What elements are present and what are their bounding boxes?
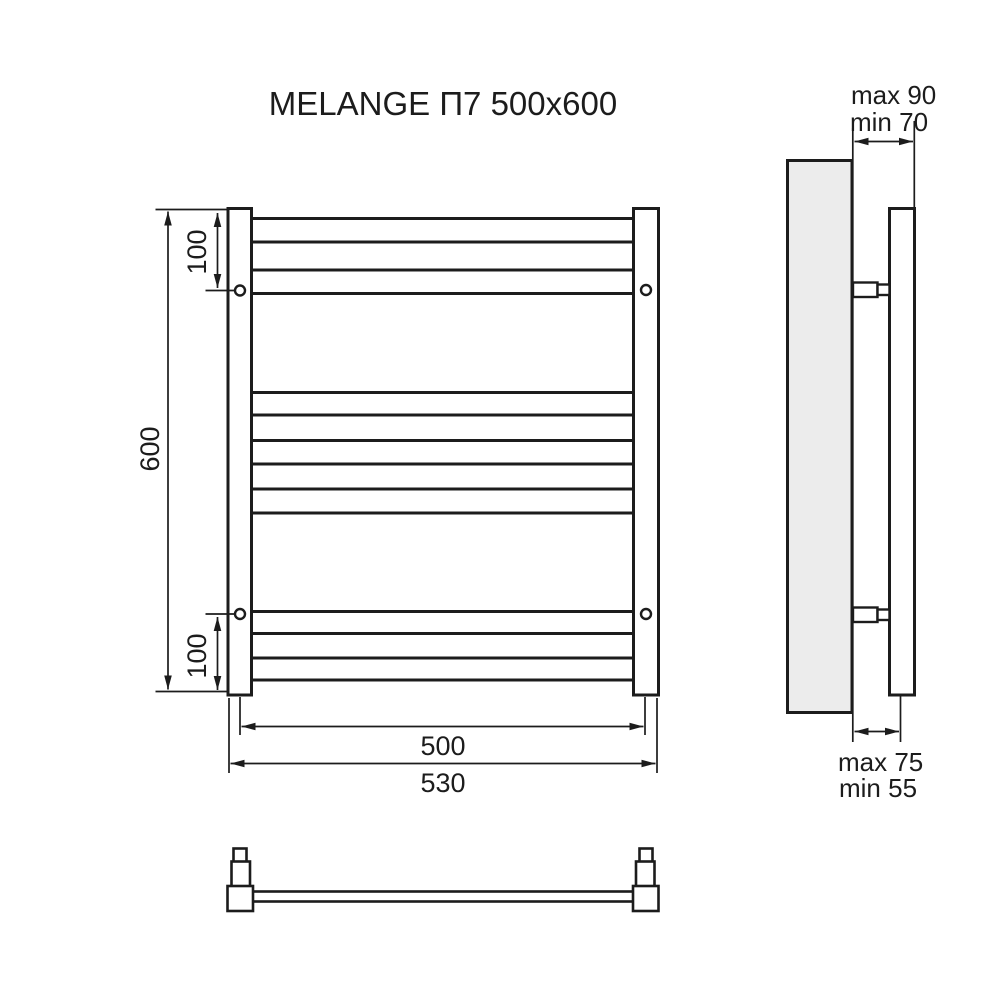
right-end-fitting [633,849,659,912]
rung-7 [251,658,636,680]
bottom-view [228,849,659,912]
bracket-body [853,608,878,623]
label-min-70: min 70 [850,107,929,137]
dimension-label-600: 600 [135,426,165,472]
dimension-label-530: 530 [420,768,466,798]
mounting-hole-bottom-left [235,609,245,619]
fitting-neck [232,862,251,887]
bracket-top [853,283,890,298]
dimension-height-600 [135,210,227,692]
mounting-hole-bottom-right [641,609,651,619]
dimension-label-500: 500 [420,731,466,761]
drawing-title: MELANGE П7 500x600 [268,85,618,122]
rung-2 [251,270,636,294]
dimension-label-100-top: 100 [182,229,212,275]
label-max-90: max 90 [851,80,937,110]
bottom-tube [252,892,634,902]
wall-section [788,161,853,713]
rung-4 [251,441,636,465]
bracket-nut [878,610,890,621]
side-view [788,80,937,803]
dimension-width-500 [240,697,645,761]
bracket-nut [878,285,890,296]
bracket-bottom [853,608,890,623]
fitting-base [228,886,254,911]
bracket-body [853,283,878,298]
right-post [634,209,659,696]
label-max-75: max 75 [838,747,924,777]
fitting-neck [636,862,655,887]
left-post [228,209,252,696]
rung-5 [251,489,636,513]
label-min-55: min 55 [839,773,918,803]
front-view [228,209,659,696]
rung-3 [251,393,636,416]
rung-1 [251,219,636,243]
mounting-hole-top-left [235,286,245,296]
mounting-hole-top-right [641,285,651,295]
rung-6 [251,612,636,634]
dimension-label-100-bottom: 100 [182,633,212,679]
side-post [890,209,915,696]
dimension-wall-offset-top [850,80,936,207]
left-end-fitting [228,849,254,912]
fitting-base [633,886,659,911]
